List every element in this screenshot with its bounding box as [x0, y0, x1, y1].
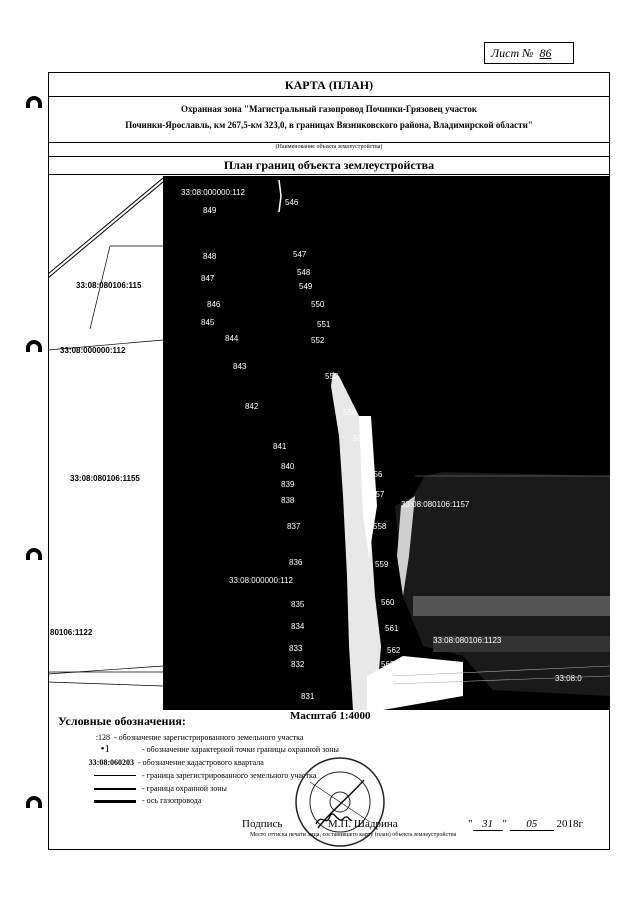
map-parcel-label: 33:08:080106:1123 — [433, 636, 502, 645]
boundary-point-label: 846 — [207, 300, 221, 309]
punch-hole-mark — [26, 340, 42, 352]
map-parcel-label: 33:08:000000:112 — [181, 188, 245, 197]
boundary-point-label: 848 — [203, 252, 217, 261]
divider — [48, 142, 610, 143]
map-title: КАРТА (ПЛАН) — [284, 78, 374, 92]
signer-name: М.П. Шадрина — [327, 818, 398, 830]
boundary-point-label: 832 — [291, 660, 305, 669]
sheet-label: Лист № — [491, 46, 534, 60]
parcel-label: 33:08:080106:1155 — [70, 474, 140, 483]
aerial-map — [163, 176, 610, 710]
boundary-point-label: 841 — [273, 442, 287, 451]
boundary-point-label: 847 — [201, 274, 215, 283]
punch-hole-mark — [26, 96, 42, 108]
boundary-point-label: 845 — [201, 318, 215, 327]
boundary-point-label: 553 — [325, 372, 339, 381]
boundary-point-label: 837 — [287, 522, 301, 531]
boundary-point-label: 554 — [343, 408, 357, 417]
boundary-point-label: 550 — [311, 300, 325, 309]
boundary-point-label: 834 — [291, 622, 305, 631]
boundary-point-label: 556 — [369, 470, 383, 479]
boundary-point-label: 563 — [381, 660, 395, 669]
legend-text: - граница зарегистрированного земельного участка — [142, 771, 317, 780]
map-scale: Масштаб 1:4000 — [290, 710, 371, 722]
boundary-point-label: 552 — [311, 336, 325, 345]
boundary-point-label: 564 — [379, 690, 393, 699]
divider — [48, 96, 610, 97]
punch-hole-mark — [26, 796, 42, 808]
boundary-point-label: 549 — [299, 282, 313, 291]
boundary-point-label: 557 — [371, 490, 385, 499]
boundary-point-label: 558 — [373, 522, 387, 531]
legend-key: 33:08:060203 — [88, 758, 134, 767]
plan-title: План границ объекта землеустройства — [223, 158, 435, 172]
boundary-point-label: 548 — [297, 268, 311, 277]
map-parcel-label: 33:08:080106:1157 — [401, 500, 470, 509]
boundary-point-label: 840 — [281, 462, 295, 471]
boundary-point-label: 839 — [281, 480, 295, 489]
boundary-point-label: 555 — [353, 434, 367, 443]
boundary-point-label: 547 — [293, 250, 307, 259]
date-month: 05 — [510, 818, 554, 831]
legend-text: - обозначение зарегистрированного земельного участка — [114, 733, 304, 742]
legend-text: - обозначение характерной точки границы охранной зоны — [142, 745, 339, 754]
object-name-line2: Починки-Ярославль, км 267,5-км 323,0, в границах Вязниковского района, Владимирской области" — [125, 120, 533, 130]
signature-label: Подпись — [242, 818, 283, 830]
map-parcel-label: 33:08:0 — [555, 674, 582, 683]
punch-hole-mark — [26, 548, 42, 560]
map-parcel-label: 33:08:000000:112 — [229, 576, 293, 585]
boundary-point-label: 551 — [317, 320, 331, 329]
boundary-point-label: 849 — [203, 206, 217, 215]
parcel-label: 80106:1122 — [50, 628, 93, 637]
boundary-point-label: 560 — [381, 598, 395, 607]
parcel-label: 33:08:080106:115 — [76, 281, 142, 290]
boundary-point-label: 836 — [289, 558, 303, 567]
parcel-label: 33:08:000000:112 — [60, 346, 126, 355]
boundary-point-label: 561 — [385, 624, 399, 633]
boundary-point-label: 843 — [233, 362, 247, 371]
boundary-point-label: 562 — [387, 646, 401, 655]
date-year: 2018г — [556, 818, 584, 830]
boundary-point-label: 842 — [245, 402, 259, 411]
boundary-point-label: 833 — [289, 644, 303, 653]
signature-date: " 31 " 05 2018г — [468, 818, 584, 830]
boundary-point-label: 835 — [291, 600, 305, 609]
legend-key: :128 — [95, 733, 110, 742]
sheet-number-box — [484, 42, 574, 64]
boundary-point-label: 546 — [285, 198, 299, 207]
boundary-point-label: 838 — [281, 496, 295, 505]
handwritten-signature — [314, 808, 354, 830]
pipeline-axis-swatch — [94, 800, 136, 803]
point-number: 1 — [104, 743, 110, 755]
object-caption: (Наименование объекта землеустройства) — [275, 144, 383, 150]
legend-text: - обозначение кадастрового квартала — [138, 758, 264, 767]
parcel-boundary-swatch — [94, 775, 136, 776]
boundary-point-label: 831 — [301, 692, 315, 701]
zone-boundary-swatch — [94, 788, 136, 790]
boundary-point-label: 559 — [375, 560, 389, 569]
object-name-line1: Охранная зона "Магистральный газопровод Починки-Грязовец участок — [180, 104, 478, 114]
legend-text: - граница охранной зоны — [142, 784, 227, 793]
legend-text: - ось газопровода — [142, 796, 202, 805]
signature-caption: Место оттиска печати лица, составившего карту (план) объекта землеустройства — [250, 832, 457, 838]
divider — [48, 156, 610, 157]
boundary-point-label: 844 — [225, 334, 239, 343]
date-day: 31 — [473, 818, 503, 831]
point-dot-icon: • — [100, 743, 105, 755]
legend-key — [58, 745, 110, 753]
legend-title: Условные обозначения: — [58, 714, 186, 728]
sheet-number: 86 — [539, 46, 552, 60]
